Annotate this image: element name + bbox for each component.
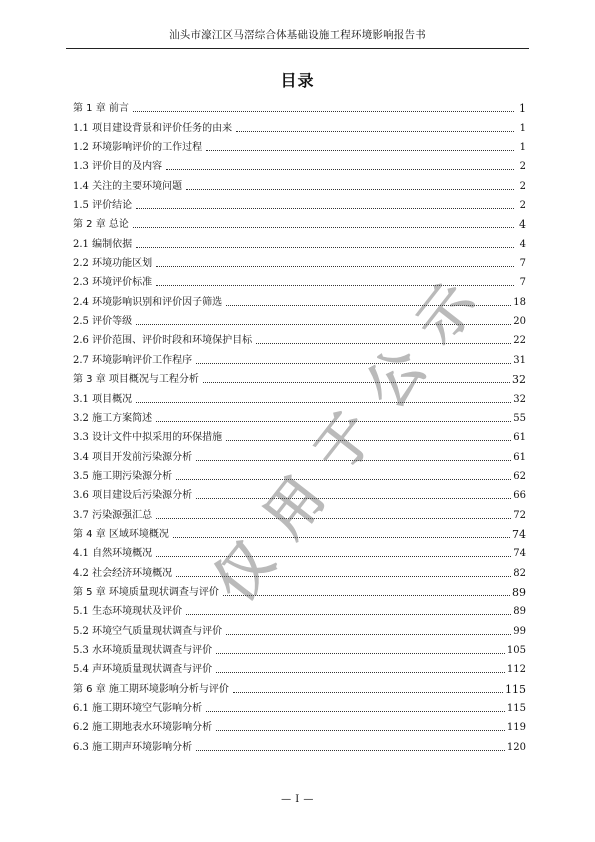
toc-section-entry[interactable] [73,309,526,328]
dot-leader [206,150,514,151]
dot-leader [136,402,511,403]
toc-entry-page: 112 [506,664,526,676]
toc-entry-page: 89 [512,585,526,599]
toc-entry-label: 2.4 环境影响识别和评价因子筛选 [73,296,223,308]
dot-leader [236,131,514,132]
toc-entry-label: 1.1 项目建设背景和评价任务的由来 [73,122,233,134]
toc-entry-page: 55 [513,412,526,424]
toc-chapter-entry[interactable] [73,676,526,695]
toc-chapter-entry[interactable] [73,580,526,599]
dot-leader [196,750,505,751]
dot-leader [156,266,514,267]
toc-entry-page: 31 [513,354,526,366]
toc-entry-page: 4 [519,218,526,232]
toc-entry-page: 2 [519,180,526,192]
toc-entry-label: 1.3 评价目的及内容 [73,161,163,173]
toc-entry-page: 99 [513,625,526,637]
dot-leader [176,576,511,577]
toc-entry-label: 2.7 环境影响评价工作程序 [73,354,193,366]
dot-leader [216,653,505,654]
toc-entry-page: 1 [519,122,526,134]
toc-section-entry[interactable] [73,541,526,560]
toc-entry-page: 1 [519,142,526,154]
toc-entry-page: 20 [513,316,526,328]
toc-entry-label: 5.1 生态环境现状及评价 [73,606,183,618]
dot-leader [173,537,510,538]
toc-entry-page: 7 [519,258,526,270]
toc-section-entry[interactable] [73,696,526,715]
header-rule [66,48,529,49]
toc-entry-page: 74 [512,527,526,541]
toc-entry-page: 89 [513,606,526,618]
toc-entry-label: 6.2 施工期地表水环境影响分析 [73,722,213,734]
toc-entry-page: 74 [513,548,526,560]
toc-entry-label: 第 6 章 施工期环境影响分析与评价 [73,683,229,695]
dot-leader [136,208,514,209]
dot-leader [176,479,511,480]
toc-entry-label: 3.6 项目建设后污染源分析 [73,490,193,502]
toc-section-entry[interactable] [73,483,526,502]
toc-section-entry[interactable] [73,135,526,154]
toc-section-entry[interactable] [73,386,526,405]
toc-entry-page: 115 [506,703,526,714]
watermark-stamp: 仅用于公示 [201,251,506,615]
page-number: — I — [281,794,314,805]
toc-entry-page: 32 [512,373,526,387]
toc-section-entry[interactable] [73,154,526,173]
dot-leader [216,730,505,731]
toc-entry-label: 5.3 水环境质量现状调查与评价 [73,644,213,656]
toc-entry-page: 2 [519,200,526,212]
toc-section-entry[interactable] [73,734,526,753]
toc-entry-label: 1.2 环境影响评价的工作过程 [73,142,203,154]
toc-section-entry[interactable] [73,270,526,289]
toc-entry-label: 6.1 施工期环境空气影响分析 [73,703,203,714]
dot-leader [133,227,514,228]
dot-leader [196,460,511,461]
toc-section-entry[interactable] [73,115,526,134]
toc-entry-page: 62 [513,470,526,482]
toc-section-entry[interactable] [73,638,526,657]
toc-entry-page: 1 [519,102,526,116]
dot-leader [186,614,511,615]
toc-entry-label: 2.1 编制依据 [73,238,133,250]
toc-entry-label: 4.1 自然环境概况 [73,548,153,560]
toc-entry-label: 第 2 章 总论 [73,219,129,231]
dot-leader [216,672,505,673]
toc-chapter-entry[interactable] [73,522,526,541]
toc-entry-page: 105 [506,644,526,656]
toc-section-entry[interactable] [73,251,526,270]
toc-entry-label: 1.4 关注的主要环境问题 [73,180,183,192]
toc-section-entry[interactable] [73,502,526,521]
dot-leader [203,382,510,383]
toc-entry-label: 3.3 设计文件中拟采用的环保措施 [73,432,223,444]
toc-entry-page: 119 [506,722,526,734]
toc-section-entry[interactable] [73,599,526,618]
toc-entry-label: 3.1 项目概况 [73,393,133,405]
toc-entry-label: 3.5 施工期污染源分析 [73,470,173,482]
toc-entry-page: 72 [513,509,526,521]
toc-section-entry[interactable] [73,444,526,463]
toc-section-entry[interactable] [73,464,526,483]
toc-chapter-entry[interactable] [73,96,526,115]
toc-entry-label: 2.3 环境评价标准 [73,277,153,289]
toc-entry-label: 6.3 施工期声环境影响分析 [73,741,193,753]
dot-leader [136,324,511,325]
dot-leader [156,518,511,519]
toc-entry-label: 第 5 章 环境质量现状调查与评价 [73,586,219,598]
toc-entry-page: 115 [505,682,526,696]
toc-entry-page: 66 [513,490,526,502]
toc-entry-label: 5.4 声环境质量现状调查与评价 [73,664,213,676]
toc-entry-page: 61 [513,451,526,463]
toc-entry-label: 3.7 污染源强汇总 [73,509,153,521]
toc-entry-label: 第 3 章 项目概况与工程分析 [73,374,199,386]
dot-leader [226,440,511,441]
toc-section-entry[interactable] [73,406,526,425]
toc-entry-page: 120 [506,741,526,753]
toc-chapter-entry[interactable] [73,367,526,386]
dot-leader [256,343,511,344]
toc-entry-label: 2.2 环境功能区划 [73,258,153,270]
dot-leader [196,363,511,364]
toc-entry-page: 7 [519,277,526,289]
toc-entry-page: 61 [513,432,526,444]
toc-section-entry[interactable] [73,231,526,250]
dot-leader [136,247,514,248]
toc-entry-label: 2.6 评价范围、评价时段和环境保护目标 [73,335,253,347]
dot-leader [156,421,511,422]
toc-section-entry[interactable] [73,425,526,444]
toc-section-entry[interactable] [73,347,526,366]
toc-entry-page: 22 [513,335,526,347]
toc-entry-page: 4 [519,238,526,250]
dot-leader [186,189,514,190]
table-of-contents [73,96,526,754]
dot-leader [226,634,511,635]
dot-leader [156,285,514,286]
toc-section-entry[interactable] [73,193,526,212]
toc-title: 目录 [280,71,315,90]
toc-section-entry[interactable] [73,328,526,347]
toc-entry-page: 18 [513,296,526,308]
toc-section-entry[interactable] [73,173,526,192]
toc-section-entry[interactable] [73,560,526,579]
toc-entry-page: 2 [519,161,526,173]
toc-entry-label: 5.2 环境空气质量现状调查与评价 [73,625,223,637]
toc-entry-label: 2.5 评价等级 [73,316,133,328]
toc-entry-page: 82 [513,567,526,579]
dot-leader [223,595,510,596]
toc-entry-label: 1.5 评价结论 [73,200,133,212]
toc-chapter-entry[interactable] [73,212,526,231]
toc-entry-label: 3.4 项目开发前污染源分析 [73,451,193,463]
toc-entry-label: 第 4 章 区域环境概况 [73,528,169,540]
dot-leader [226,305,511,306]
dot-leader [206,711,505,712]
dot-leader [166,169,514,170]
dot-leader [133,111,514,112]
toc-entry-page: 32 [513,393,526,405]
dot-leader [156,556,511,557]
toc-entry-label: 第 1 章 前言 [73,103,129,115]
dot-leader [196,498,511,499]
toc-section-entry[interactable] [73,715,526,734]
toc-section-entry[interactable] [73,657,526,676]
toc-section-entry[interactable] [73,289,526,308]
toc-section-entry[interactable] [73,618,526,637]
toc-entry-label: 4.2 社会经济环境概况 [73,567,173,579]
toc-entry-label: 3.2 施工方案简述 [73,412,153,424]
running-header: 汕头市濠江区马滘综合体基础设施工程环境影响报告书 [169,29,426,41]
dot-leader [233,692,503,693]
